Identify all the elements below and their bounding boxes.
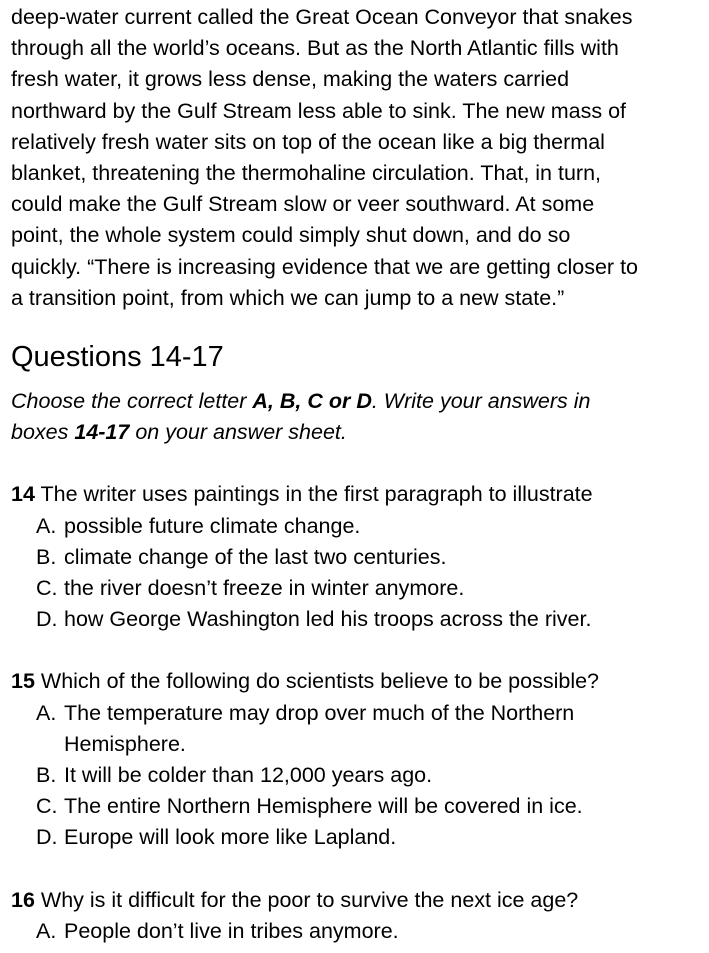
passage-line: northward by the Gulf Stream less able to sink. The new mass of (11, 98, 627, 123)
instructions-boxes: 14-17 (74, 420, 130, 445)
question-stem (11, 479, 709, 510)
passage-line: fresh water, it grows less dense, making the waters carried (11, 67, 570, 92)
option-letter: A. (36, 918, 57, 943)
passage-line: point, the whole system could simply shut down, and do so (11, 223, 571, 248)
option-letter: D. (36, 825, 58, 850)
instructions-part3: boxes (11, 420, 75, 445)
option-letter: C. (36, 576, 58, 601)
passage-line: blanket, threatening the thermohaline circulation. That, in turn, (11, 161, 602, 186)
passage-line: quickly. “There is increasing evidence that we are getting closer to (11, 254, 638, 279)
option-a (36, 511, 709, 542)
option-a (36, 698, 709, 760)
option-d (36, 604, 709, 635)
question-15 (11, 666, 709, 853)
passage-line: could make the Gulf Stream slow or veer southward. At some (11, 192, 595, 217)
question-number: 15 (11, 669, 35, 694)
option-text: the river doesn’t freeze in winter anymore. (64, 576, 465, 601)
option-letter: D. (36, 607, 58, 632)
option-c (36, 573, 709, 604)
option-c (36, 791, 709, 822)
option-text: Europe will look more like Lapland. (64, 825, 397, 850)
question-14 (11, 479, 709, 635)
passage-text (11, 2, 706, 314)
option-text: possible future climate change. (64, 513, 361, 538)
option-letter: A. (36, 700, 57, 725)
question-text: Which of the following do scientists believe to be possible? (34, 669, 600, 694)
options-list (11, 698, 709, 854)
question-number: 14 (11, 482, 35, 507)
option-letter: A. (36, 513, 57, 538)
options-list (11, 916, 709, 947)
option-text: how George Washington led his troops across the river. (64, 607, 592, 632)
question-stem (11, 885, 709, 916)
option-letter: B. (36, 544, 57, 569)
instructions-part1: Choose the correct letter (11, 389, 253, 414)
question-text: The writer uses paintings in the first paragraph to illustrate (34, 482, 593, 507)
instructions-letters: A, B, C or D (252, 389, 372, 414)
option-a (36, 916, 709, 947)
option-d (36, 822, 709, 853)
option-text: It will be colder than 12,000 years ago. (64, 763, 433, 788)
option-text: The entire Northern Hemisphere will be covered in ice. (64, 794, 583, 819)
option-text: climate change of the last two centuries. (64, 544, 447, 569)
instructions-part4: on your answer sheet. (129, 420, 347, 445)
question-16 (11, 885, 709, 947)
option-letter: C. (36, 794, 58, 819)
option-b (36, 760, 709, 791)
option-letter: B. (36, 763, 57, 788)
option-text: People don’t live in tribes anymore. (64, 918, 399, 943)
option-text: The temperature may drop over much of the Northern Hemisphere. (64, 700, 575, 756)
question-number: 16 (11, 887, 35, 912)
question-text: Why is it difficult for the poor to survive the next ice age? (34, 887, 579, 912)
options-list (11, 511, 709, 636)
instructions-part2: . Write your answers in (371, 389, 591, 414)
instructions (11, 386, 709, 448)
passage-line: deep-water current called the Great Ocean Conveyor that snakes (11, 5, 633, 29)
section-title: Questions 14-17 (11, 341, 224, 374)
option-b (36, 542, 709, 573)
passage-line: through all the world’s oceans. But as the North Atlantic fills with (11, 36, 619, 61)
passage-line: relatively fresh water sits on top of the ocean like a big thermal (11, 129, 605, 154)
question-stem (11, 666, 709, 697)
passage-line: a transition point, from which we can jump to a new state.” (11, 285, 565, 310)
